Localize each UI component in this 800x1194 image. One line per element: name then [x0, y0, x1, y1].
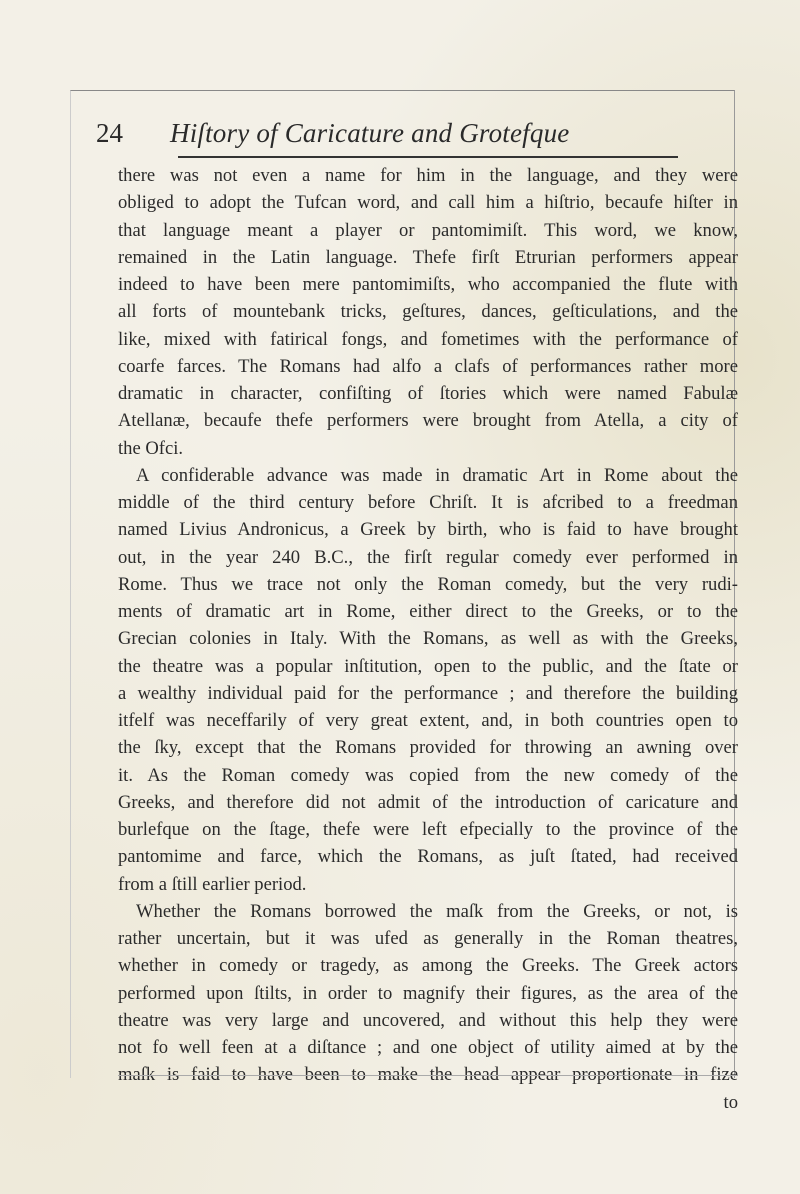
text-line: rather uncertain, but it was ufed as generally in the Roman theatres, — [118, 928, 738, 949]
text-line: like, mixed with fatirical fongs, and fometimes with the performance of — [118, 328, 738, 350]
header-rule — [178, 156, 678, 158]
text-line: the ſky, except that the Romans provided for throwing an awning over — [118, 737, 738, 759]
page-number: 24 — [96, 118, 123, 148]
text-line: Rome. Thus we trace not only the Roman comedy, but the very rudi- — [118, 573, 738, 595]
text-line: obliged to adopt the Tufcan word, and call him a hiſtrio, becaufe hiſter in — [118, 192, 738, 214]
text-line: theatre was very large and uncovered, and without this help they were — [118, 1009, 738, 1031]
catchword: to — [723, 1091, 738, 1113]
text-line: named Livius Andronicus, a Greek by birth, who is faid to have brought — [118, 519, 738, 541]
text-line: performed upon ſtilts, in order to magnify their figures, as the area of the — [118, 982, 738, 1004]
text-line: Whether the Romans borrowed the maſk from the Greeks, or not, is — [136, 900, 738, 922]
text-line: from a ſtill earlier period. — [118, 873, 307, 895]
text-line: it. As the Roman comedy was copied from the new comedy of the — [118, 764, 738, 786]
text-line: itfelf was neceffarily of very great extent, and, in both countries open to — [118, 710, 738, 731]
text-line: dramatic in character, confiſting of ſtories which were named Fabulæ — [118, 383, 738, 404]
text-line: a wealthy individual paid for the performance ; and therefore the building — [118, 682, 738, 704]
footer-rule — [118, 1075, 738, 1076]
text-line: there was not even a name for him in the language, and they were — [118, 165, 738, 186]
text-line: pantomime and farce, which the Romans, as juſt ſtated, had received — [118, 846, 738, 868]
running-head — [96, 118, 736, 158]
text-line: A confiderable advance was made in dramatic Art in Rome about the — [136, 464, 738, 486]
text-line: middle of the third century before Chriſt. It is afcribed to a freedman — [118, 492, 738, 513]
text-line: burlefque on the ſtage, thefe were left efpecially to the province of the — [118, 819, 738, 840]
text-line: whether in comedy or tragedy, as among the Greeks. The Greek actors — [118, 955, 738, 977]
body-text — [118, 162, 738, 1116]
text-line: all forts of mountebank tricks, geſtures, dances, geſticulations, and the — [118, 301, 738, 323]
text-line: the Ofci. — [118, 437, 184, 459]
text-line: the theatre was a popular inſtitution, open to the public, and the ſtate or — [118, 655, 738, 677]
text-line: out, in the year 240 B.C., the firſt regular comedy ever performed in — [118, 546, 738, 568]
text-line: remained in the Latin language. Thefe firſt Etrurian performers appear — [118, 246, 738, 268]
text-line: that language meant a player or pantomimiſt. This word, we know, — [118, 219, 738, 241]
text-line: Grecian colonies in Italy. With the Romans, as well as with the Greeks, — [118, 628, 738, 650]
text-line: Greeks, and therefore did not admit of the introduction of caricature and — [118, 791, 738, 813]
text-line: maſk is faid to have been to make the head appear proportionate in fize — [118, 1064, 738, 1086]
text-line: coarfe farces. The Romans had alfo a clafs of performances rather more — [118, 355, 738, 377]
running-title: Hiſtory of Caricature and Grotefque — [170, 118, 570, 148]
text-line: not fo well feen at a diſtance ; and one object of utility aimed at by the — [118, 1037, 738, 1058]
text-line: ments of dramatic art in Rome, either direct to the Greeks, or to the — [118, 601, 738, 622]
text-line: indeed to have been mere pantomimiſts, who accompanied the flute with — [118, 274, 738, 295]
text-line: Atellanæ, becaufe thefe performers were brought from Atella, a city of — [118, 410, 738, 432]
